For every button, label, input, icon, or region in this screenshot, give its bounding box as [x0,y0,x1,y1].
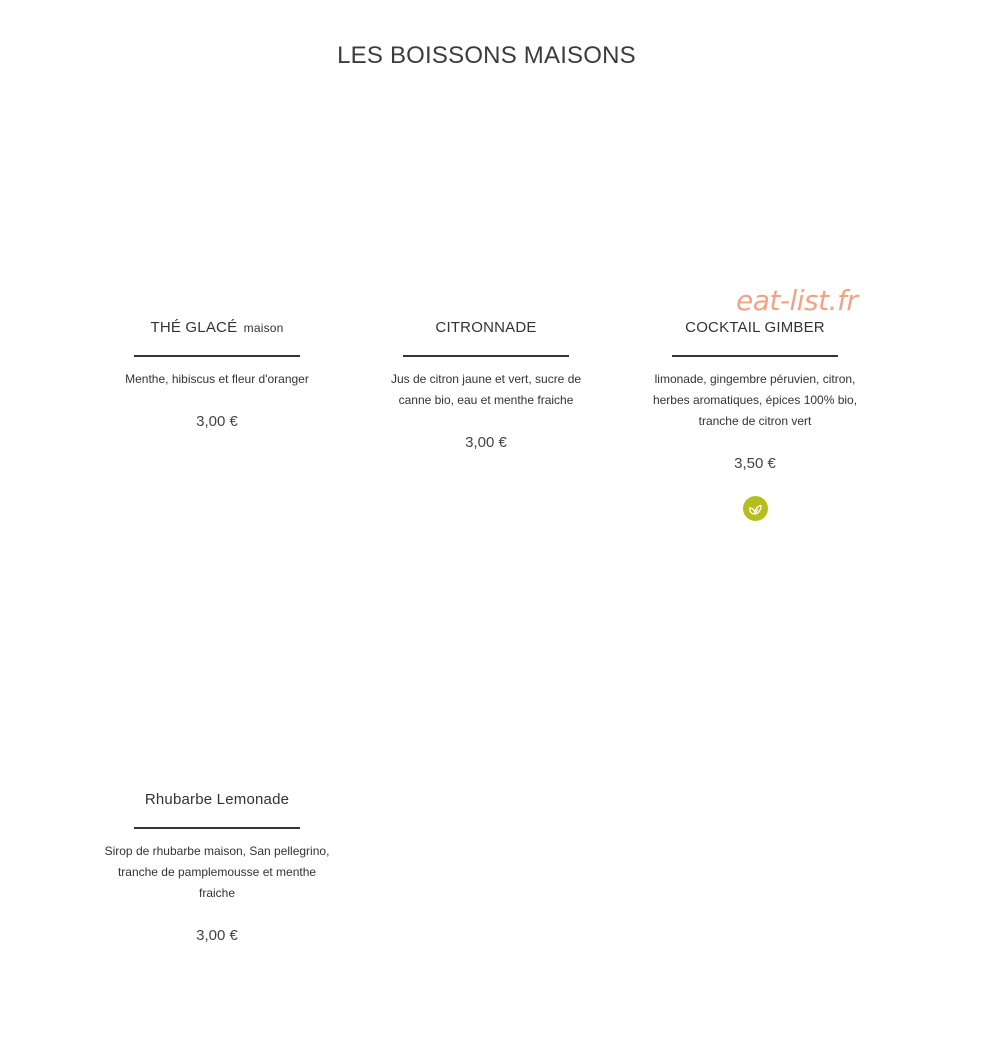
item-description: Jus de citron jaune et vert, sucre de canne bio, eau et menthe fraiche [390,372,582,407]
menu-item-cocktail-gimber [635,318,875,521]
item-name [97,318,337,338]
item-description: Sirop de rhubarbe maison, San pellegrino, tranche de pamplemousse et menthe fraiche [104,844,330,900]
item-name: CITRONNADE [435,319,537,336]
item-name: Rhubarbe Lemonade [144,791,290,808]
leaf-icon [747,502,763,516]
item-divider [672,355,838,357]
item-price: 3,00 € [196,413,238,430]
item-name: COCKTAIL GIMBER [685,319,825,336]
item-divider [403,355,569,357]
page-title: LES BOISSONS MAISONS [337,42,636,69]
item-divider [134,827,300,829]
item-description: Menthe, hibiscus et fleur d'oranger [125,372,309,386]
menu-item-citronnade [366,318,606,453]
menu-item-the-glace [97,318,337,432]
watermark-text: eat-list.fr [736,284,858,317]
organic-badge [743,496,768,521]
item-description: limonade, gingembre péruvien, citron, herbes aromatiques, épices 100% bio, tranche de citron vert [652,372,858,428]
item-divider [134,355,300,357]
item-name-suffix: maison [243,321,284,335]
item-price: 3,50 € [734,455,776,472]
item-price: 3,00 € [465,434,507,451]
item-name-main: THÉ GLACÉ [150,319,238,336]
menu-item-rhubarbe-lemonade [97,790,337,946]
item-price: 3,00 € [196,927,238,944]
